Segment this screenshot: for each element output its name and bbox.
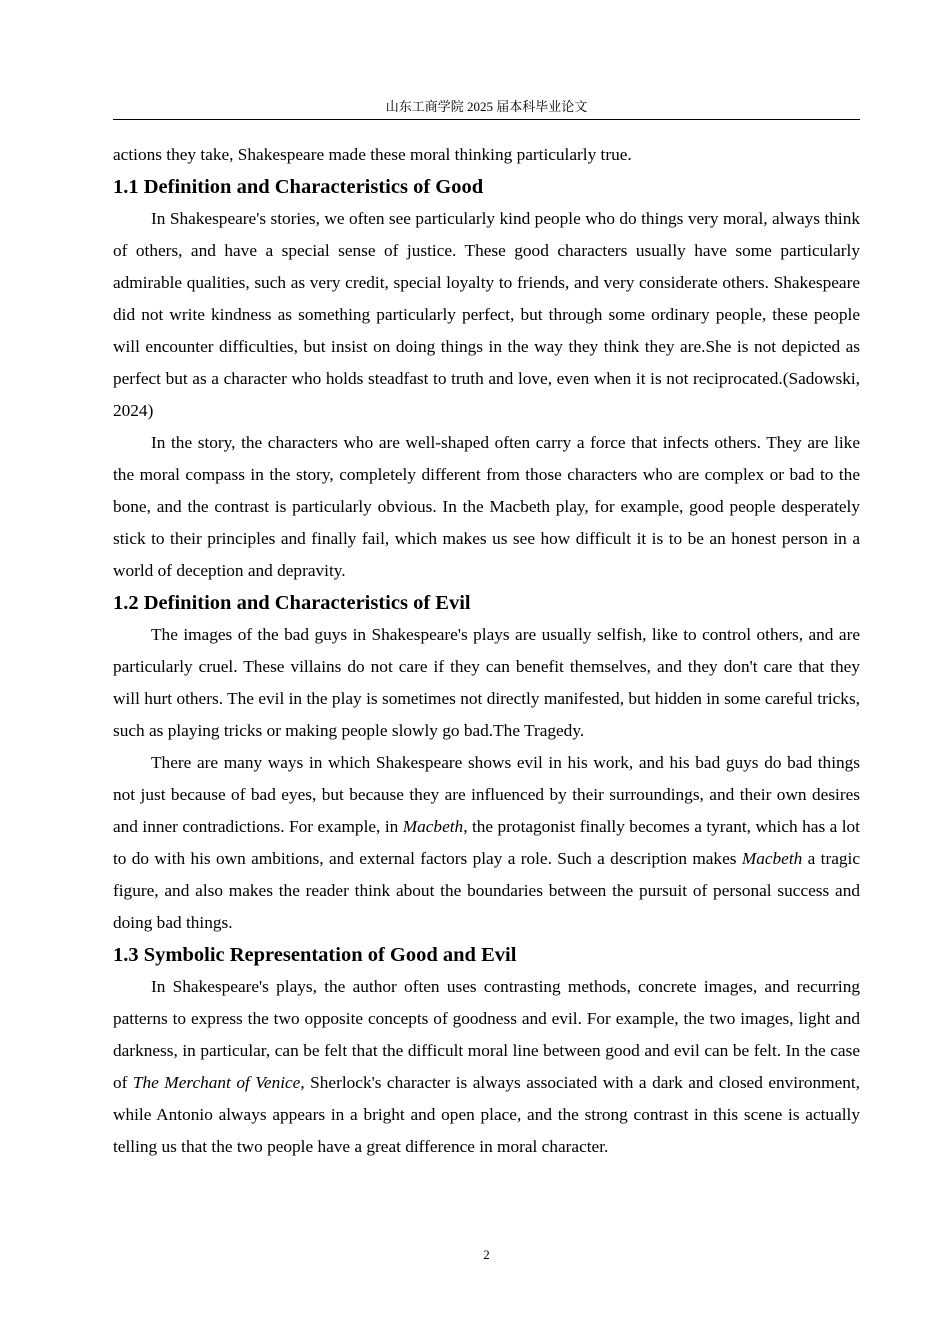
work-title: Macbeth [402, 817, 464, 836]
paragraph: In the story, the characters who are well-shaped often carry a force that infects others. They are like the moral compass in the story, completely different from those characters who are complex or bad to the bone, and the contrast is particularly obvious. In the Macbeth play, for example, good people desperately stick to their principles and finally fail, which makes us see how difficult it is to be an honest person in a world of deception and depravity. [113, 433, 860, 580]
continuation-paragraph: actions they take, Shakespeare made these moral thinking particularly true. [113, 145, 632, 164]
text-run: , Sherlock's character is always associated with a dark and closed environment, while Antonio always appears in a bright and open place, and the strong contrast in this scene is actually telling us that the two people have a great difference in moral character. [113, 1073, 860, 1156]
work-title: Macbeth [741, 849, 803, 868]
paragraph [113, 971, 860, 1163]
work-title: The Merchant of Venice [132, 1073, 301, 1092]
section-heading-1-2: 1.2 Definition and Characteristics of Evil [113, 592, 471, 614]
text-run: a tragic figure, and also makes the reader think about the boundaries between the pursuit of personal success and doing bad things. [113, 849, 860, 932]
text-run: In Shakespeare's plays, the author often uses contrasting methods, concrete images, and recurring patterns to express the two opposite concepts of goodness and evil. For example, the two images, light and darkness, in particular, can be felt that the difficult moral line between good and evil can be felt. In the case of [113, 977, 860, 1092]
text-run: There are many ways in which Shakespeare shows evil in his work, and his bad guys do bad things not just because of bad eyes, but because they are influenced by their surroundings, and their own desires and inner contradictions. For example, in [113, 753, 860, 836]
header-rule [113, 119, 860, 120]
paragraph [113, 747, 860, 939]
section-heading-1-1: 1.1 Definition and Characteristics of Good [113, 176, 484, 198]
running-header: 山东工商学院 2025 届本科毕业论文 [385, 99, 588, 114]
page-number: 2 [483, 1247, 490, 1262]
paragraph: The images of the bad guys in Shakespeare's plays are usually selfish, like to control others, and are particularly cruel. These villains do not care if they can benefit themselves, and they don't care that they will hurt others. The evil in the play is sometimes not directly manifested, but hidden in some careful tricks, such as playing tricks or making people slowly go bad.The Tragedy. [113, 625, 860, 740]
body-text [113, 139, 860, 1163]
section-heading-1-3: 1.3 Symbolic Representation of Good and Evil [113, 944, 517, 966]
text-run: , the protagonist finally becomes a tyrant, which has a lot to do with his own ambitions, and external factors play a role. Such a description makes [113, 817, 860, 868]
paragraph: In Shakespeare's stories, we often see particularly kind people who do things very moral, always think of others, and have a special sense of justice. These good characters usually have some particularly admirable qualities, such as very credit, special loyalty to friends, and very considerate others. Shakespeare did not write kindness as something particularly perfect, but through some ordinary people, these people will encounter difficulties, but insist on doing things in the way they think they are.She is not depicted as perfect but as a character who holds steadfast to truth and love, even when it is not reciprocated.(Sadowski, 2024) [113, 209, 860, 420]
